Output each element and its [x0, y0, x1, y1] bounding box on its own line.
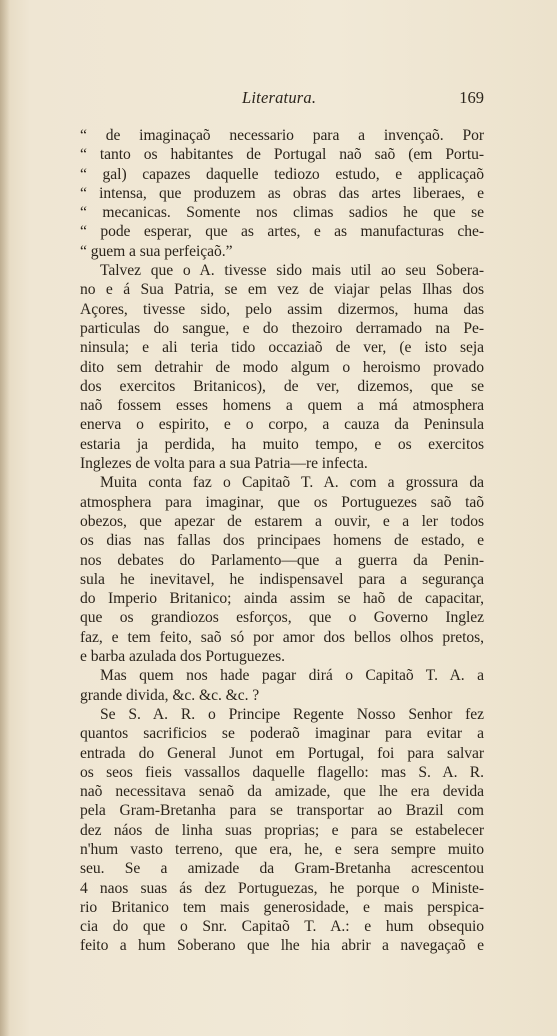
text-line: ninsula; e ali teria tido occaziaõ de ver, (e isto seja — [80, 339, 484, 357]
text-line: pela Gram-Bretanha para se transportar ao Brazil com — [80, 802, 484, 820]
running-title: Literatura. — [242, 88, 317, 107]
text-line: do Imperio Britanico; ainda assim se haõ de capacitar, — [80, 590, 484, 608]
text-line: particulas do sangue, e do thezoiro derramado na Pe- — [80, 319, 484, 337]
text-line: nos debates do Parlamento—que a guerra da Penin- — [80, 551, 484, 569]
text-line: no e á Sua Patria, se em vez de viajar pelas Ilhas dos — [80, 281, 484, 299]
text-line: Muita conta faz o Capitaõ T. A. com a grossura da — [100, 474, 484, 492]
text-line: “ guem a sua perfeiçaõ.” — [80, 242, 233, 260]
text-line: feito a hum Soberano que lhe hia abrir a navegaçaõ e — [80, 937, 484, 955]
text-line: faz, e tem feito, saõ só por amor dos bellos olhos pretos, — [80, 628, 484, 646]
text-line: enerva o espirito, e o corpo, a cauza da Peninsula — [80, 416, 484, 434]
binding-shadow — [0, 0, 10, 1036]
text-line: naõ fossem esses homens a quem a má atmosphera — [80, 397, 484, 415]
text-line: quantos sacrificios se poderaõ imaginar para evitar a — [80, 725, 484, 743]
text-line: Açores, tivesse sido, pelo assim dizermos, huma das — [80, 300, 484, 318]
text-line: “ gal) capazes daquelle tediozo estudo, e applicaçaõ — [80, 165, 484, 183]
page-header — [84, 88, 484, 112]
text-line: Talvez que o A. tivesse sido mais util ao seu Sobera- — [100, 262, 484, 280]
text-line: “ tanto os habitantes de Portugal naõ saõ (em Portu- — [80, 146, 484, 164]
text-line: os dias nas fallas dos principaes homens de estado, e — [80, 532, 484, 550]
text-line: rio Britanico tem mais generosidade, e mais perspica- — [80, 898, 484, 916]
text-line: atmosphera para imaginar, que os Portuguezes saõ taõ — [80, 493, 484, 511]
text-line: cia do que o Snr. Capitaõ T. A.: e hum obsequio — [80, 918, 484, 936]
text-line: n'hum vasto terreno, que era, he, e sera sempre muito — [80, 840, 484, 858]
text-line: dez náos de linha suas proprias; e para se estabelecer — [80, 821, 484, 839]
page-number: 169 — [459, 88, 484, 107]
text-line: dito sem detrahir de modo algum o heroismo provado — [80, 358, 484, 376]
text-line: “ de imaginaçaõ necessario para a invençaõ. Por — [80, 127, 484, 144]
text-line: entrada do General Junot em Portugal, foi para salvar — [80, 744, 484, 762]
text-line: Mas quem nos hade pagar dirá o Capitaõ T. A. a — [100, 667, 484, 685]
text-line: naõ necessitava senaõ da amizade, que lhe era devida — [80, 783, 484, 801]
text-line: sula he inevitavel, he indispensavel para a segurança — [80, 570, 484, 588]
text-line: “ intensa, que produzem as obras das artes liberaes, e — [80, 184, 484, 202]
text-line: e barba azulada dos Portuguezes. — [80, 648, 285, 666]
text-line: “ mecanicas. Somente nos climas sadios he que se — [80, 204, 484, 222]
text-line: 4 naos suas ás dez Portuguezas, he porque o Ministe- — [80, 879, 484, 897]
body-text — [80, 126, 484, 956]
text-line: grande divida, &c. &c. &c. ? — [80, 686, 260, 704]
text-line: obezos, que apezar de estarem a ouvir, e a ler todos — [80, 512, 484, 530]
text-line: seu. Se a amizade da Gram-Bretanha acrescentou — [80, 860, 484, 878]
text-line: Se S. A. R. o Principe Regente Nosso Senhor fez — [100, 705, 484, 723]
text-line: os seos fieis vassallos daquelle flagello: mas S. A. R. — [80, 763, 484, 781]
text-line: que os grandiozos esforços, que o Governo Inglez — [80, 609, 484, 627]
text-line: dos exercitos Britanicos), de ver, dizemos, que se — [80, 377, 484, 395]
text-line: estaria ja perdida, ha muito tempo, e os exercitos — [80, 435, 484, 453]
text-line: Inglezes de volta para a sua Patria—re infecta. — [80, 455, 368, 473]
text-line: “ pode esperar, que as artes, e as manufacturas che- — [80, 223, 484, 241]
